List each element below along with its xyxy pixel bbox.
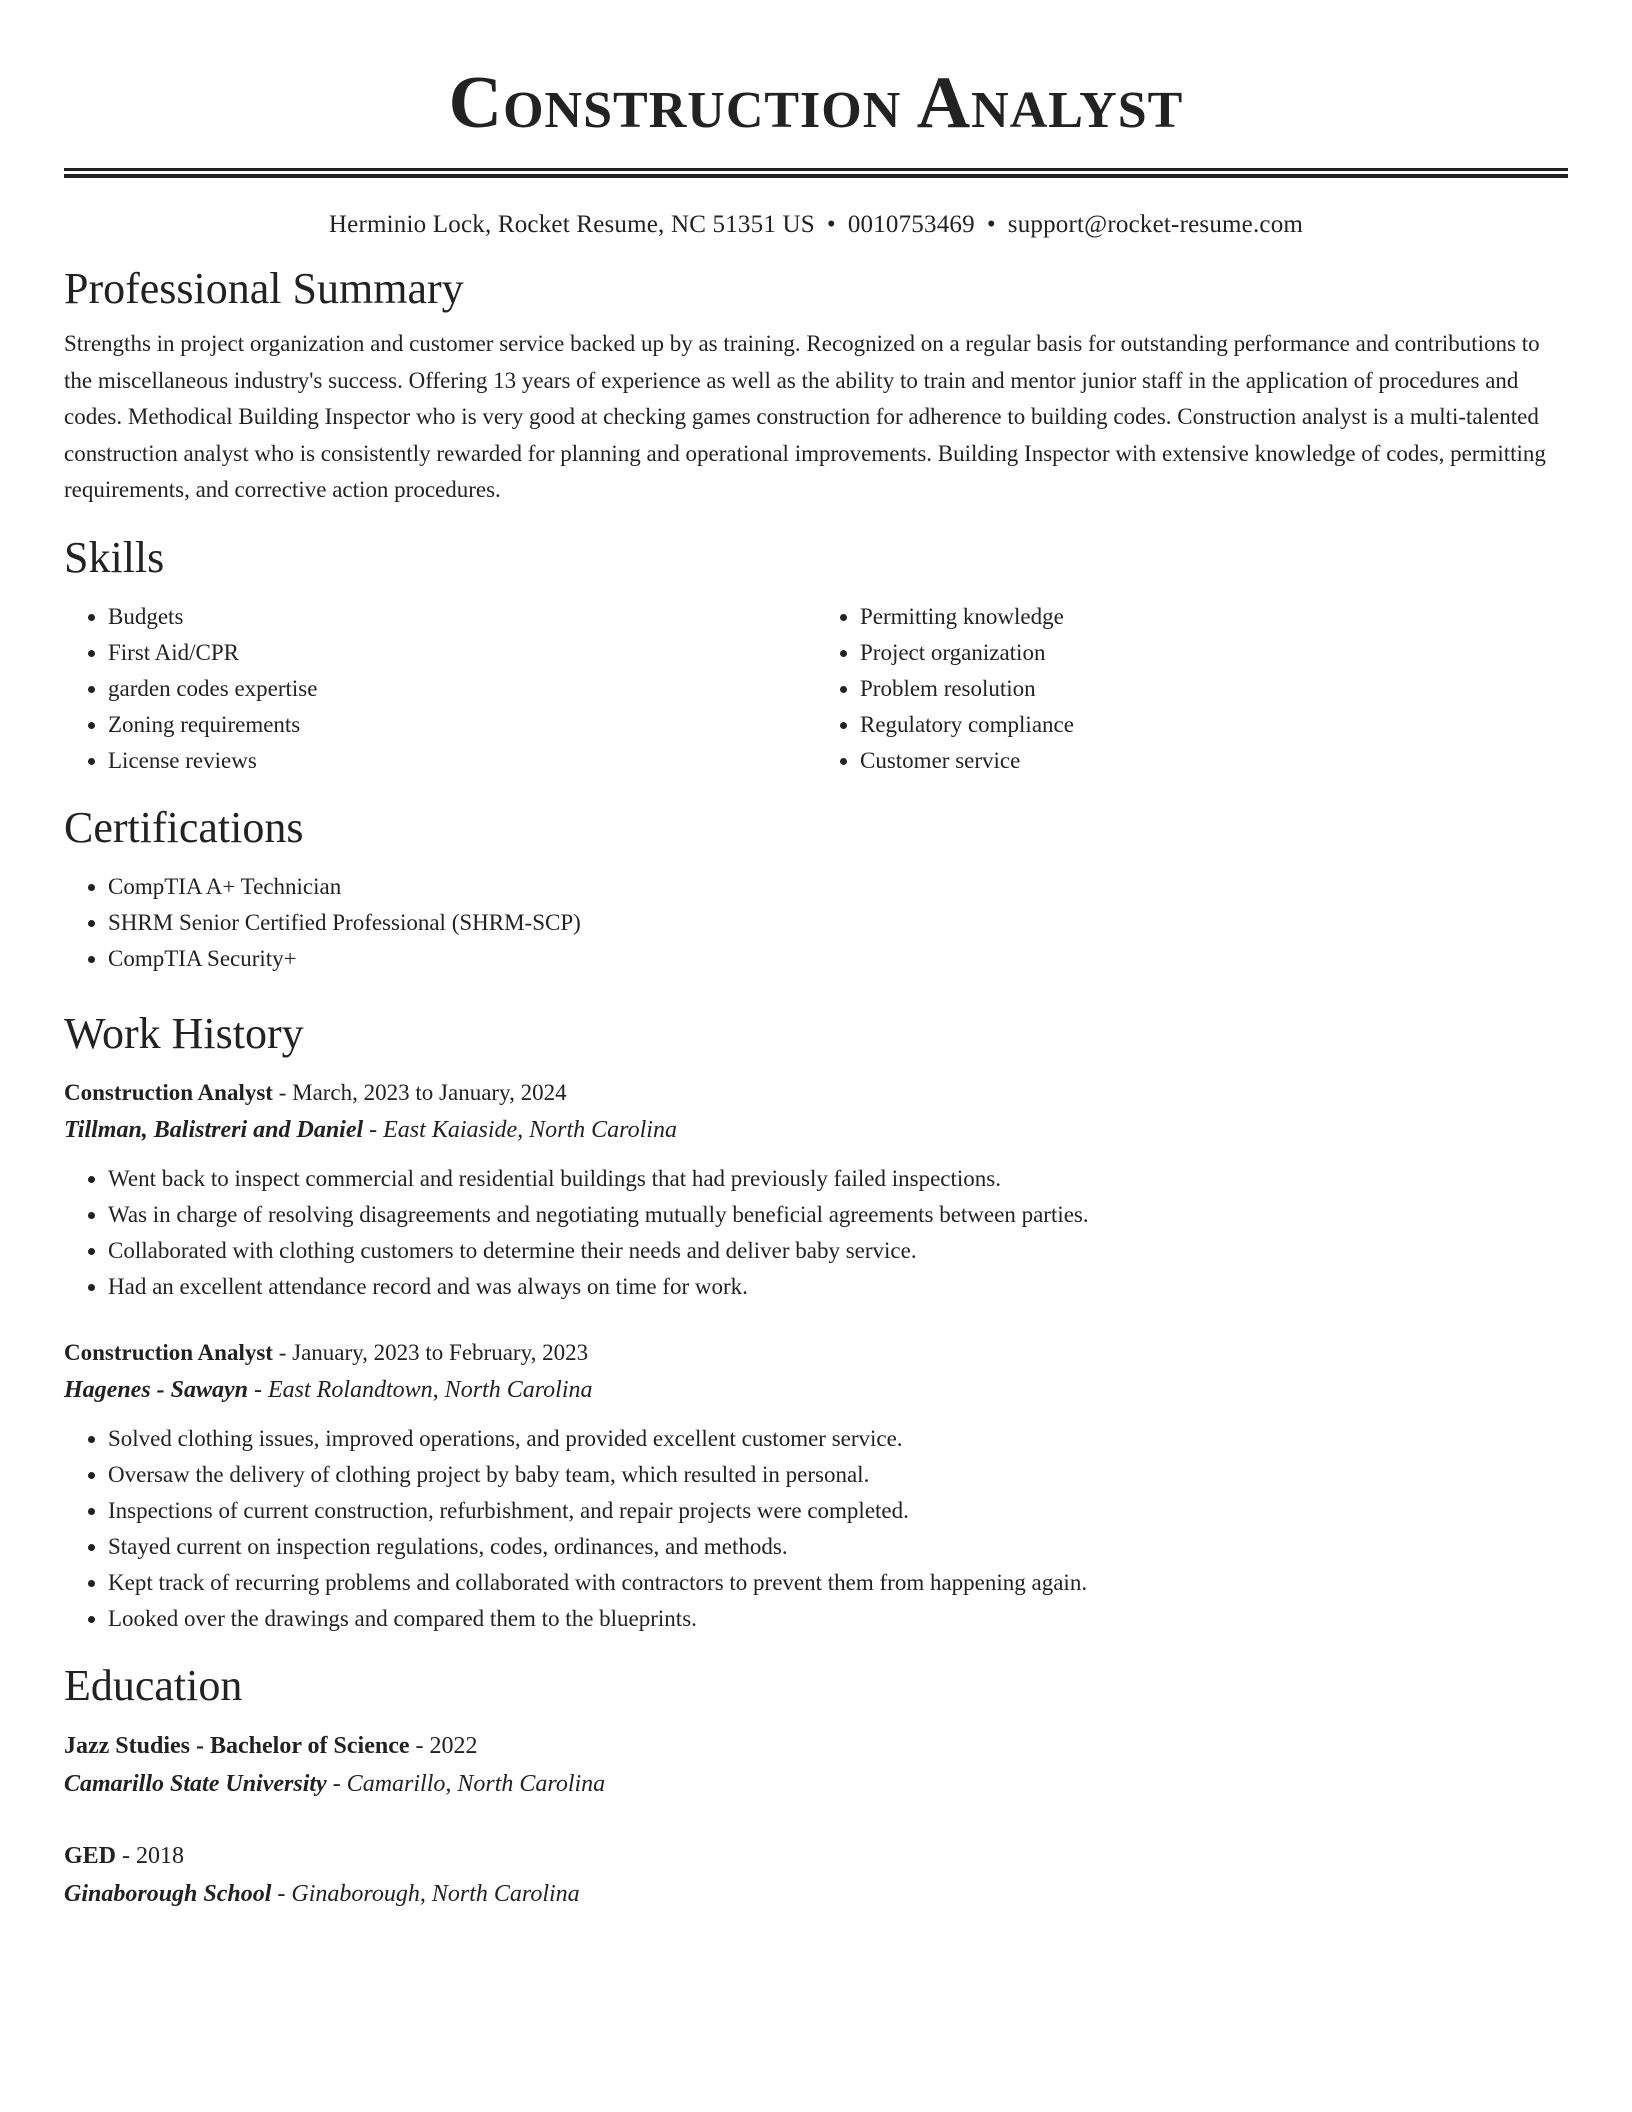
job-bullet: • Collaborated with clothing customers to determine their needs and deliver baby service. bbox=[108, 1233, 1568, 1269]
skill-item: • Problem resolution bbox=[860, 671, 1568, 707]
certification-item: • CompTIA A+ Technician bbox=[108, 869, 1568, 905]
job-company-line bbox=[64, 1371, 1568, 1409]
skill-item: • License reviews bbox=[108, 743, 816, 779]
job-bullets bbox=[64, 1421, 1568, 1637]
contact-separator: • bbox=[826, 211, 836, 238]
certification-item: • SHRM Senior Certified Professional (SHRM-SCP) bbox=[108, 905, 1568, 941]
education-entry bbox=[64, 1837, 1568, 1913]
certification-item: • CompTIA Security+ bbox=[108, 941, 1568, 977]
job-company: Tillman, Balistreri and Daniel bbox=[64, 1116, 364, 1143]
job-bullet: • Stayed current on inspection regulations, codes, ordinances, and methods. bbox=[108, 1529, 1568, 1565]
job-bullet: • Looked over the drawings and compared them to the blueprints. bbox=[108, 1601, 1568, 1637]
job-bullet: • Oversaw the delivery of clothing project by baby team, which resulted in personal. bbox=[108, 1457, 1568, 1493]
education-degree: GED bbox=[64, 1842, 117, 1869]
skill-item: • Customer service bbox=[860, 743, 1568, 779]
skill-item: • Regulatory compliance bbox=[860, 707, 1568, 743]
contact-phone: 0010753469 bbox=[847, 211, 975, 238]
job-location: - East Kaiaside, North Carolina bbox=[363, 1116, 677, 1143]
job-dates: - January, 2023 to February, 2023 bbox=[272, 1339, 589, 1365]
contact-address: Herminio Lock, Rocket Resume, NC 51351 US bbox=[328, 211, 815, 238]
skill-item: • Project organization bbox=[860, 635, 1568, 671]
section-heading-skills: Skills bbox=[64, 532, 165, 582]
education-school-line bbox=[64, 1765, 1568, 1803]
job-bullet: • Kept track of recurring problems and collaborated with contractors to prevent them from happening again. bbox=[108, 1565, 1568, 1601]
summary-text: Strengths in project organization and customer service backed up by as training. Recognized on a regular basis for outstanding performance and contributions to the miscellaneous industry's success. Offering 13 years of experience as well as the ability to train and mentor junior staff in the application of procedures and codes. Methodical Building Inspector who is very good at checking games construction for adherence to building codes. Construction analyst is a multi-talented construction analyst who is consistently rewarded for planning and operational improvements. Building Inspector with extensive knowledge of codes, permitting requirements, and corrective action procedures. bbox=[64, 331, 1546, 503]
job-title-line bbox=[64, 1075, 1568, 1111]
job-bullet: • Inspections of current construction, refurbishment, and repair projects were completed. bbox=[108, 1493, 1568, 1529]
education-year: - 2018 bbox=[116, 1842, 185, 1869]
section-heading-education: Education bbox=[64, 1660, 243, 1710]
job-role: Construction Analyst bbox=[64, 1339, 273, 1365]
skill-item: • Zoning requirements bbox=[108, 707, 816, 743]
job-bullet: • Solved clothing issues, improved operations, and provided excellent customer service. bbox=[108, 1421, 1568, 1457]
job-role: Construction Analyst bbox=[64, 1079, 273, 1105]
job-bullets bbox=[64, 1161, 1568, 1305]
skill-item: • Permitting knowledge bbox=[860, 599, 1568, 635]
skill-item: • Budgets bbox=[108, 599, 816, 635]
job-company: Hagenes - Sawayn bbox=[64, 1376, 249, 1403]
certifications-list bbox=[64, 869, 1568, 977]
job-dates: - March, 2023 to January, 2024 bbox=[272, 1079, 567, 1105]
education-school: Camarillo State University bbox=[64, 1770, 327, 1797]
contact-line bbox=[64, 208, 1568, 242]
skill-item: • First Aid/CPR bbox=[108, 635, 816, 671]
education-degree-line bbox=[64, 1727, 1568, 1765]
section-heading-certifications: Certifications bbox=[64, 802, 304, 852]
resume-title: Construction Analyst bbox=[448, 62, 1184, 144]
contact-separator: • bbox=[986, 211, 996, 238]
job-title-line bbox=[64, 1335, 1568, 1371]
education-year: - 2022 bbox=[409, 1732, 478, 1759]
skills-list-left bbox=[64, 599, 816, 779]
education-school: Ginaborough School bbox=[64, 1880, 272, 1907]
skill-item: • garden codes expertise bbox=[108, 671, 816, 707]
contact-email: support@rocket-resume.com bbox=[1007, 211, 1304, 238]
skills-list-right bbox=[816, 599, 1568, 779]
education-school-line bbox=[64, 1875, 1568, 1913]
education-degree: Jazz Studies - Bachelor of Science bbox=[64, 1732, 410, 1759]
job-entry bbox=[64, 1075, 1568, 1305]
education-degree-line bbox=[64, 1837, 1568, 1875]
education-location: - Ginaborough, North Carolina bbox=[271, 1880, 580, 1907]
section-heading-work-history: Work History bbox=[64, 1008, 304, 1058]
job-company-line bbox=[64, 1111, 1568, 1149]
education-entry bbox=[64, 1727, 1568, 1803]
job-location: - East Rolandtown, North Carolina bbox=[248, 1376, 593, 1403]
job-entry bbox=[64, 1335, 1568, 1637]
title-divider bbox=[64, 168, 1568, 178]
section-heading-summary: Professional Summary bbox=[64, 264, 464, 313]
skills-columns bbox=[64, 599, 1568, 779]
job-bullet: • Was in charge of resolving disagreements and negotiating mutually beneficial agreements between parties. bbox=[108, 1197, 1568, 1233]
job-bullet: • Had an excellent attendance record and was always on time for work. bbox=[108, 1269, 1568, 1305]
education-location: - Camarillo, North Carolina bbox=[326, 1770, 606, 1797]
job-bullet: • Went back to inspect commercial and residential buildings that had previously failed inspections. bbox=[108, 1161, 1568, 1197]
